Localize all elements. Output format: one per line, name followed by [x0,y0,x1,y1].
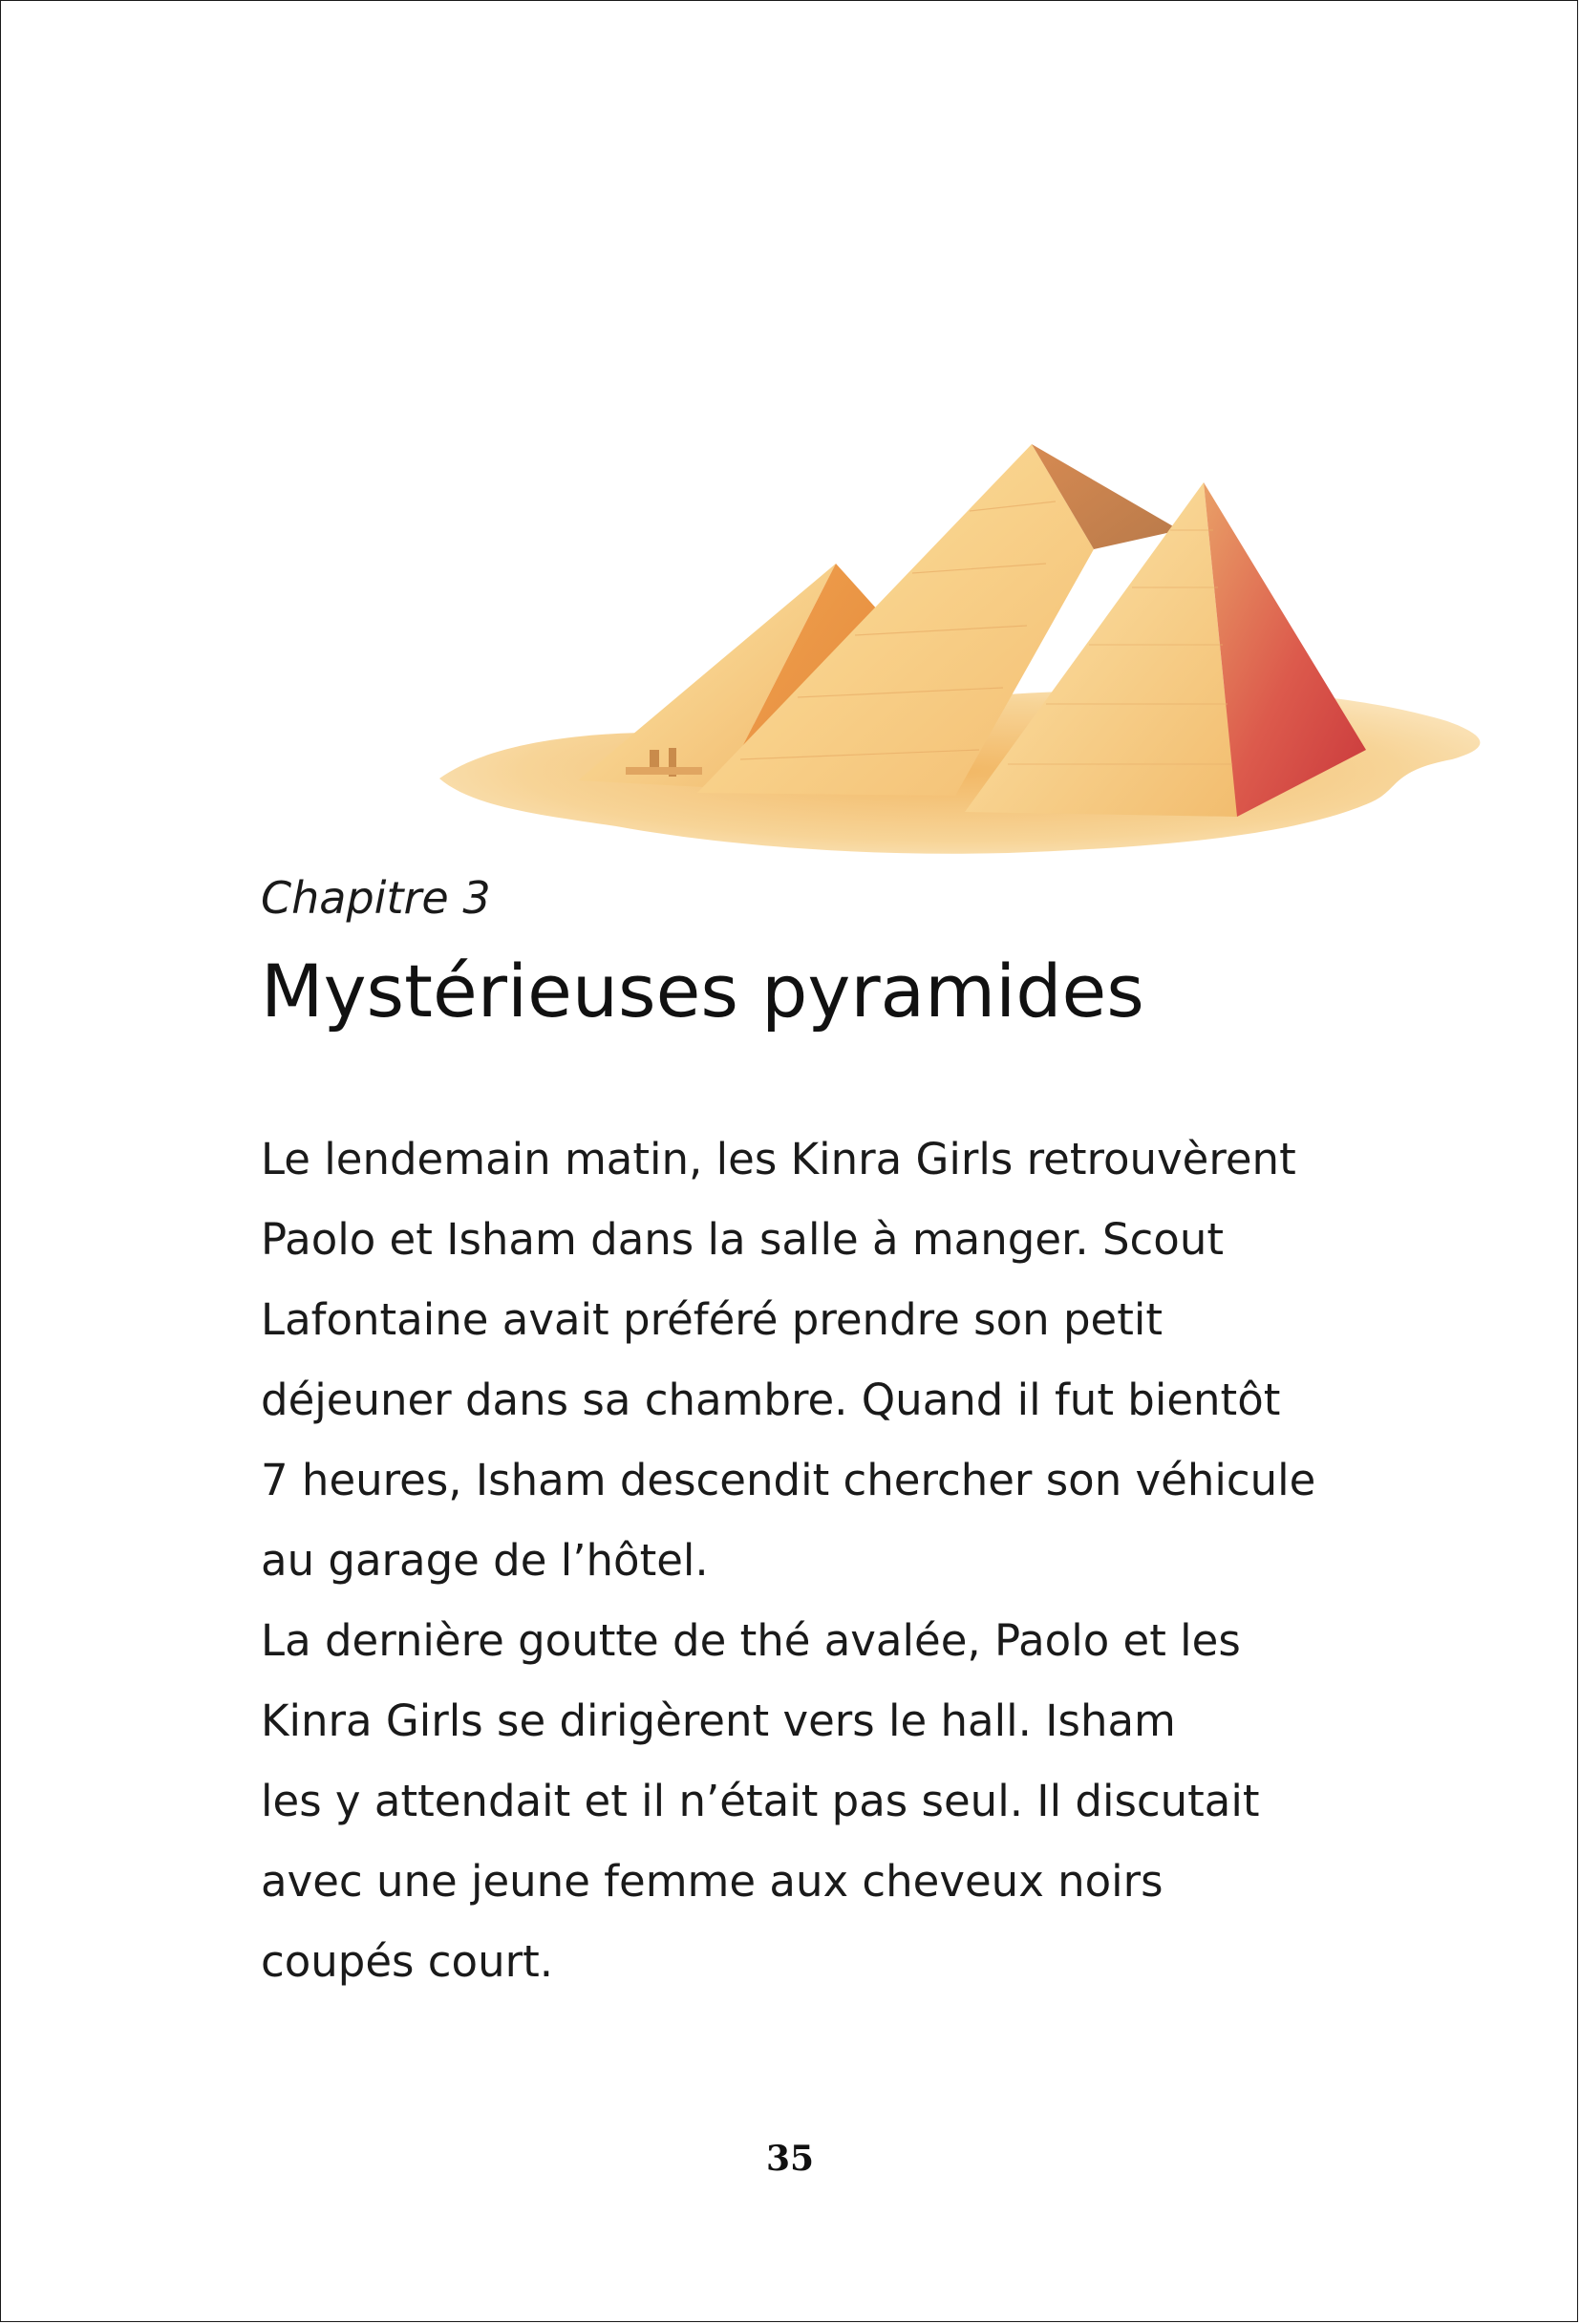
body-line: Kinra Girls se dirigèrent vers le hall. Isham [261,1695,1176,1746]
chapter-title: Mystérieuses pyramides [261,949,1144,1034]
pyramids-illustration [435,435,1495,860]
body-line: avec une jeune femme aux cheveux noirs [261,1856,1164,1907]
body-line: au garage de l’hôtel. [261,1535,709,1586]
body-line: Paolo et Isham dans la salle à manger. Scout [261,1214,1224,1265]
page-number: 35 [765,2139,815,2179]
body-line: 7 heures, Isham descendit chercher son véhicule [261,1455,1316,1505]
body-line: Lafontaine avait préféré prendre son petit [261,1294,1163,1345]
body-line: les y attendait et il n’était pas seul. Il discutait [261,1776,1260,1826]
body-text [261,1119,1369,2002]
body-line: Le lendemain matin, les Kinra Girls retrouvèrent [261,1134,1296,1184]
body-line: déjeuner dans sa chambre. Quand il fut bientôt [261,1375,1281,1425]
body-line: La dernière goutte de thé avalée, Paolo et les [261,1615,1241,1666]
body-line: coupés court. [261,1936,554,1987]
chapter-label: Chapitre 3 [261,872,491,924]
